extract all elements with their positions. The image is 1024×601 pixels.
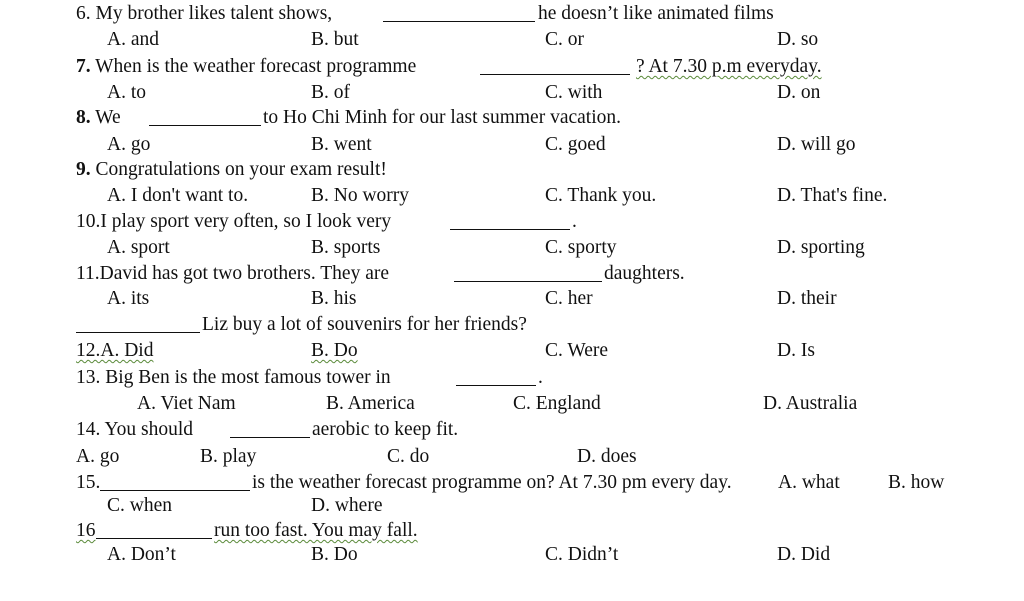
question-text: You should: [104, 419, 194, 440]
question-text-after: he doesn’t like animated films: [538, 3, 774, 24]
question-12: [0, 312, 1024, 338]
option-a[interactable]: 12.A. Did: [76, 340, 154, 361]
question-10: [0, 209, 1024, 235]
question-6: [0, 1, 1024, 27]
answer-blank[interactable]: [149, 107, 261, 126]
question-number: 14.: [76, 419, 101, 440]
question-number: 8.: [76, 107, 91, 128]
option-a[interactable]: A. to: [107, 82, 146, 103]
option-b[interactable]: B. how: [888, 472, 945, 493]
option-c[interactable]: C. Didn’t: [545, 544, 619, 565]
question-number: 16: [76, 520, 96, 541]
option-d[interactable]: D. their: [777, 288, 837, 309]
question-13: [0, 365, 1024, 391]
question-text-after: run too fast. You may fall.: [214, 520, 418, 541]
option-a[interactable]: A. go: [107, 134, 151, 155]
question-text-after: Liz buy a lot of souvenirs for her friends?: [202, 314, 527, 335]
question-text-after: to Ho Chi Minh for our last summer vacation.: [263, 107, 621, 128]
question-11: [0, 261, 1024, 287]
question-text-after: .: [572, 211, 577, 232]
option-a[interactable]: A. I don't want to.: [107, 185, 249, 206]
options-7: [0, 80, 1024, 106]
question-text-after: is the weather forecast programme on? At 7.30 pm every day.: [252, 472, 732, 493]
option-d[interactable]: D. does: [577, 446, 637, 467]
option-c[interactable]: C. England: [513, 393, 601, 414]
options-12: [0, 338, 1024, 364]
question-number: 6.: [76, 3, 91, 24]
option-c[interactable]: C. goed: [545, 134, 606, 155]
option-b[interactable]: B. but: [311, 29, 359, 50]
option-b[interactable]: B. of: [311, 82, 350, 103]
option-d[interactable]: D. sporting: [777, 237, 865, 258]
question-9: [0, 157, 1024, 183]
option-a[interactable]: A. and: [107, 29, 159, 50]
option-d[interactable]: D. That's fine.: [777, 185, 888, 206]
options-14: [0, 444, 1024, 470]
option-d[interactable]: D. will go: [777, 134, 856, 155]
options-6: [0, 27, 1024, 53]
option-c[interactable]: C. sporty: [545, 237, 617, 258]
option-c[interactable]: C. Were: [545, 340, 609, 361]
option-d[interactable]: D. on: [777, 82, 821, 103]
option-c[interactable]: C. with: [545, 82, 603, 103]
option-c[interactable]: C. do: [387, 446, 430, 467]
question-text-after: ? At 7.30 p.m everyday.: [636, 56, 822, 77]
options-13: [0, 391, 1024, 417]
answer-blank[interactable]: [100, 472, 250, 491]
options-15: [0, 493, 1024, 519]
option-a[interactable]: A. Don’t: [107, 544, 176, 565]
question-number: 7.: [76, 56, 91, 77]
answer-blank[interactable]: [383, 3, 535, 22]
question-number: 13.: [76, 367, 101, 388]
question-14: [0, 417, 1024, 443]
option-b[interactable]: B. his: [311, 288, 357, 309]
options-9: [0, 183, 1024, 209]
question-text-after: .: [538, 367, 543, 388]
option-a[interactable]: A. sport: [107, 237, 170, 258]
question-text: Congratulations on your exam result!: [95, 159, 387, 180]
question-text: David has got two brothers. They are: [99, 263, 390, 284]
answer-blank[interactable]: [454, 263, 602, 282]
option-b[interactable]: B. America: [326, 393, 415, 414]
option-d[interactable]: D. Is: [777, 340, 815, 361]
option-c[interactable]: C. when: [107, 495, 172, 516]
question-text-after: aerobic to keep fit.: [312, 419, 459, 440]
options-10: [0, 235, 1024, 261]
option-b[interactable]: B. play: [200, 446, 257, 467]
option-b[interactable]: B. went: [311, 134, 372, 155]
options-11: [0, 286, 1024, 312]
option-b[interactable]: B. Do: [311, 340, 358, 361]
answer-blank[interactable]: [450, 211, 570, 230]
question-number: 10.: [76, 211, 101, 232]
option-d[interactable]: D. Australia: [763, 393, 858, 414]
question-number: 11.: [76, 263, 100, 284]
question-text: Big Ben is the most famous tower in: [105, 367, 391, 388]
option-c[interactable]: C. or: [545, 29, 584, 50]
question-text-after: daughters.: [604, 263, 685, 284]
question-text: When is the weather forecast programme: [95, 56, 417, 77]
question-16: [0, 518, 1024, 544]
options-8: [0, 132, 1024, 158]
option-b[interactable]: B. No worry: [311, 185, 410, 206]
option-d[interactable]: D. so: [777, 29, 819, 50]
question-text: We: [95, 107, 121, 128]
answer-blank[interactable]: [456, 367, 536, 386]
question-number: 15.: [76, 472, 101, 493]
option-a[interactable]: A. its: [107, 288, 150, 309]
question-text: I play sport very often, so I look very: [100, 211, 392, 232]
answer-blank[interactable]: [76, 314, 200, 333]
option-b[interactable]: B. Do: [311, 544, 358, 565]
option-a[interactable]: A. go: [76, 446, 120, 467]
option-a[interactable]: A. what: [778, 472, 840, 493]
answer-blank[interactable]: [230, 419, 310, 438]
option-b[interactable]: B. sports: [311, 237, 381, 258]
option-d[interactable]: D. where: [311, 495, 383, 516]
options-16: [0, 542, 1024, 568]
option-c[interactable]: C. Thank you.: [545, 185, 657, 206]
question-number: 9.: [76, 159, 91, 180]
answer-blank[interactable]: [96, 520, 212, 539]
option-d[interactable]: D. Did: [777, 544, 831, 565]
option-a[interactable]: A. Viet Nam: [137, 393, 236, 414]
question-text: My brother likes talent shows,: [95, 3, 333, 24]
question-7: [0, 54, 1024, 80]
option-c[interactable]: C. her: [545, 288, 593, 309]
question-8: [0, 105, 1024, 131]
answer-blank[interactable]: [480, 56, 630, 75]
